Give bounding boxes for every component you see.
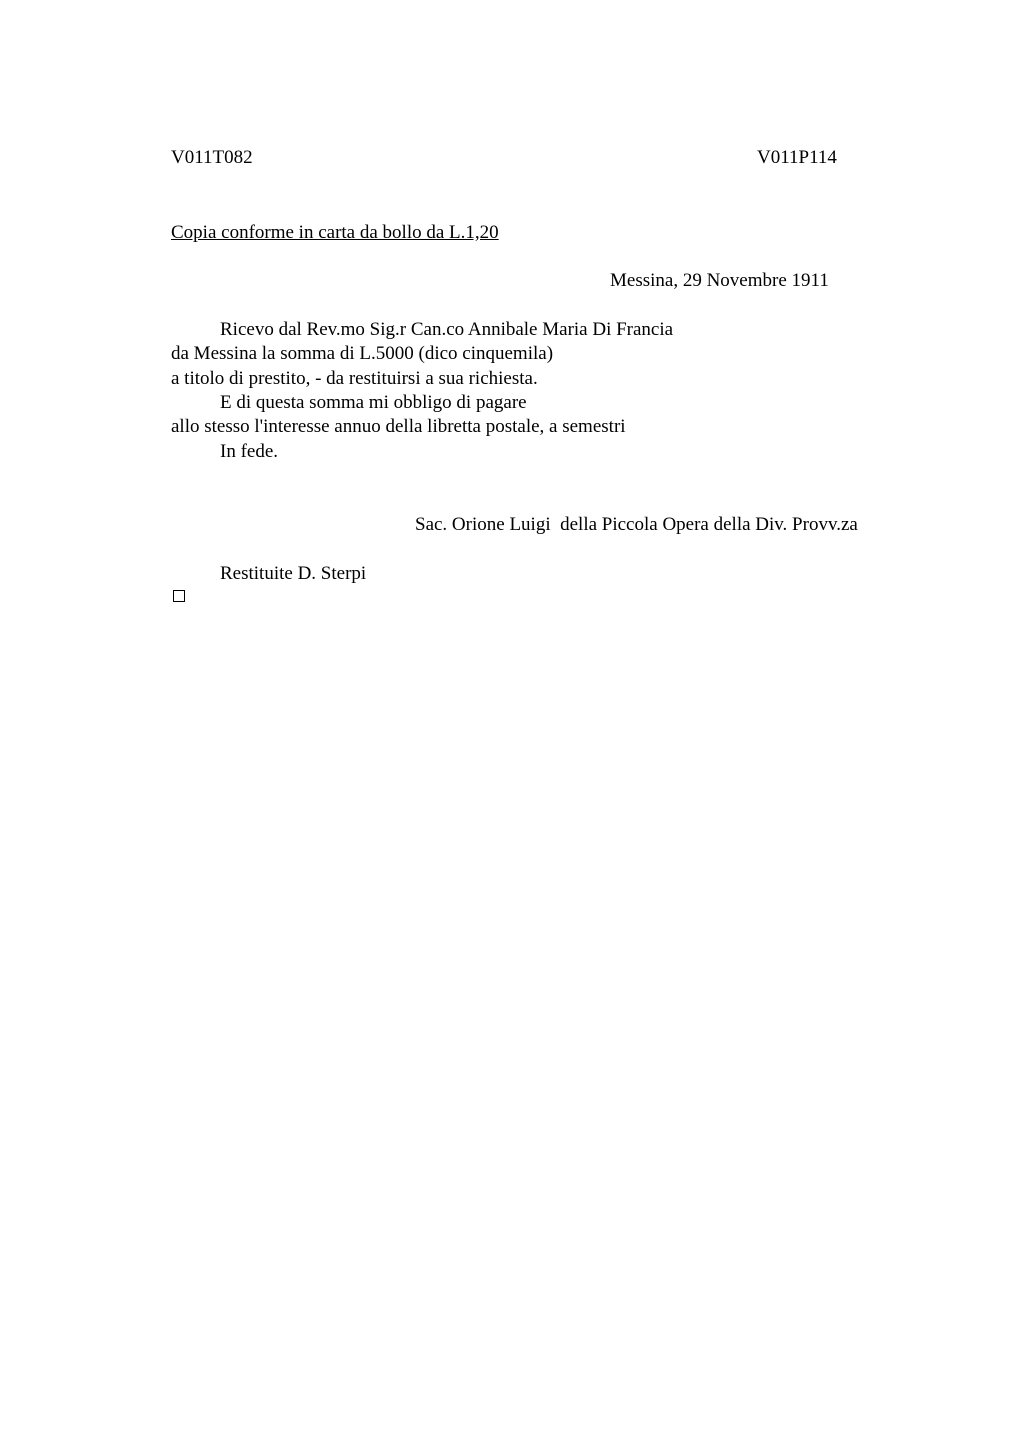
body-line: da Messina la somma di L.5000 (dico cinquemila) [171, 343, 554, 364]
header-left-code: V011T082 [171, 147, 253, 168]
header-right-code: V011P114 [757, 147, 837, 168]
body-line: allo stesso l'interesse annuo della libretta postale, a semestri [171, 416, 626, 437]
body-line: a titolo di prestito, - da restituirsi a sua richiesta. [171, 368, 538, 389]
restitution-note: Restituite D. Sterpi [220, 563, 367, 584]
signature: Sac. Orione Luigi della Piccola Opera della Div. Provv.za [415, 514, 858, 535]
body-line: E di questa somma mi obbligo di pagare [220, 392, 527, 413]
copy-note: Copia conforme in carta da bollo da L.1,20 [171, 222, 499, 243]
body-line: Ricevo dal Rev.mo Sig.r Can.co Annibale Maria Di Francia [220, 319, 674, 340]
checkbox-square-icon [173, 590, 185, 602]
body-line: In fede. [220, 441, 279, 462]
place-date: Messina, 29 Novembre 1911 [610, 270, 829, 291]
